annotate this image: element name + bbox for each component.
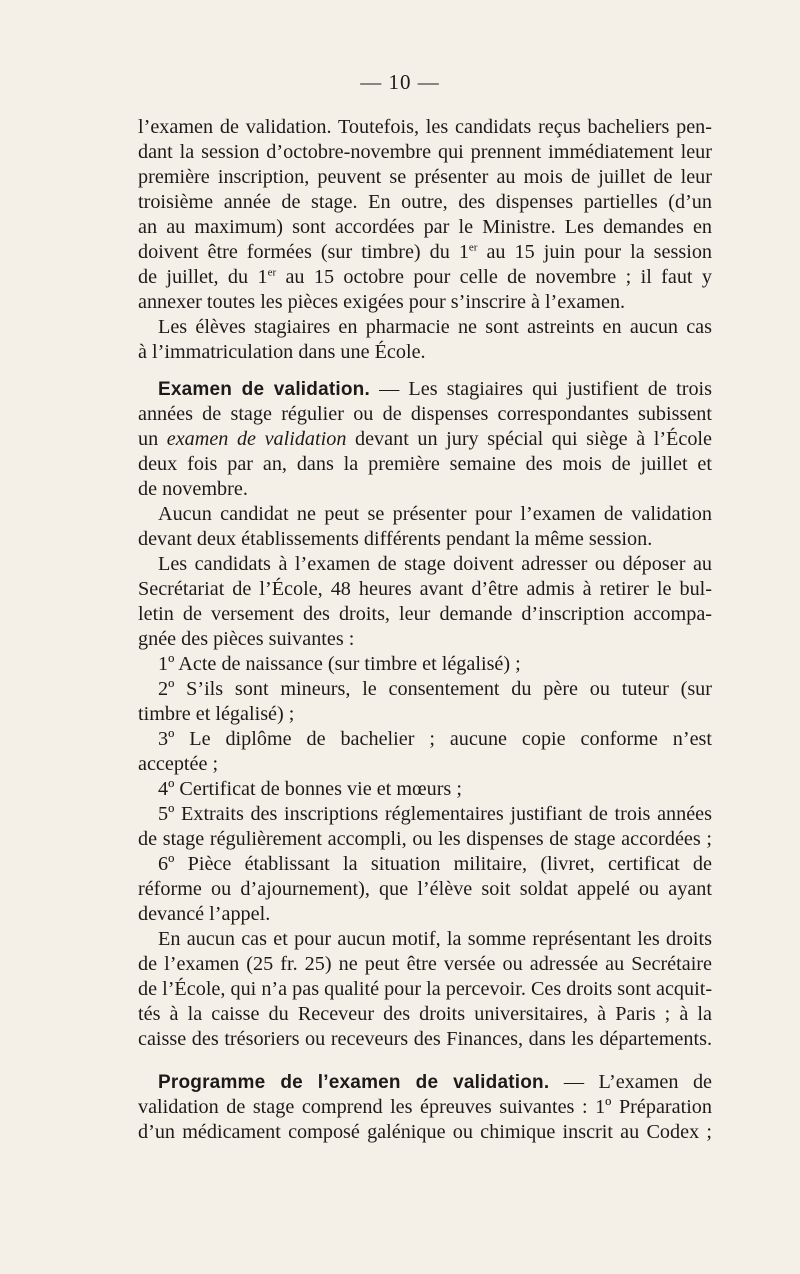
text-line: d’un médicament composé galénique ou chimique inscrit au Codex ; [138, 1121, 712, 1143]
text-line: Aucun candidat ne peut se présenter pour l’examen de validation [158, 503, 712, 525]
text-line: 6º Pièce établissant la situation militaire, (livret, certificat de [158, 853, 712, 875]
text-line: à l’immatriculation dans une École. [138, 341, 426, 363]
text-line: devant deux établissements différents pendant la même session. [138, 528, 653, 550]
text-fragment: 1 [257, 266, 268, 288]
text-fragment: doivent être formées (sur timbre) du [138, 241, 450, 263]
text-line: 3º Le diplôme de bachelier ; aucune copie conforme n’est [158, 728, 712, 750]
text-fragment: au 15 juin pour la session [486, 241, 712, 263]
text-line: caisse des trésoriers ou receveurs des Finances, dans les départements. [138, 1028, 712, 1050]
italic-text: examen de validation [166, 428, 347, 450]
text-fragment: devant un jury spécial qui siège à l’École [355, 428, 712, 450]
text-line: 2º S’ils sont mineurs, le consentement du père ou tuteur (sur [158, 678, 712, 700]
text-line: letin de versement des droits, leur demande d’inscription accompa- [138, 603, 712, 625]
section-heading: Programme de l’examen de validation. [158, 1072, 550, 1093]
text-line: annexer toutes les pièces exigées pour s’inscrire à l’examen. [138, 291, 626, 313]
text-line [138, 377, 712, 401]
superscript: er [468, 241, 478, 254]
text-line: années de stage régulier ou de dispenses correspondantes subissent [138, 403, 712, 425]
superscript: er [267, 266, 277, 279]
text-line: de l’examen (25 fr. 25) ne peut être versée ou adressée au Secrétaire [138, 953, 712, 975]
text-line: Les candidats à l’examen de stage doivent adresser ou déposer au [158, 553, 712, 575]
text-line: 1º Acte de naissance (sur timbre et légalisé) ; [158, 653, 521, 675]
text-line: En aucun cas et pour aucun motif, la somme représentant les droits [158, 928, 712, 950]
text-line: Les élèves stagiaires en pharmacie ne sont astreints en aucun cas [158, 316, 712, 338]
text-fragment: au 15 octobre pour celle de novembre ; il faut y [285, 266, 712, 288]
text-line: de l’École, qui n’a pas qualité pour la percevoir. Ces droits sont acquit- [138, 978, 712, 1000]
text-line: an au maximum) sont accordées par le Ministre. Les demandes en [138, 216, 712, 238]
text-fragment: 1 [458, 241, 469, 263]
section-heading: Examen de validation. [158, 379, 370, 400]
text-line: réforme ou d’ajournement), que l’élève soit soldat appelé ou ayant [138, 878, 712, 900]
text-line [138, 1070, 712, 1094]
text-line: 4º Certificat de bonnes vie et mœurs ; [158, 778, 462, 800]
text-line: tés à la caisse du Receveur des droits universitaires, à Paris ; à la [138, 1003, 712, 1025]
text-line: 5º Extraits des inscriptions réglementaires justifiant de trois années [158, 803, 712, 825]
text-line: timbre et légalisé) ; [138, 703, 295, 725]
text-fragment: — L’examen de [563, 1071, 712, 1093]
text-fragment: — Les stagiaires qui justifient de trois [379, 378, 712, 400]
text-fragment: un [138, 428, 159, 450]
text-line [138, 240, 712, 264]
text-line: troisième année de stage. En outre, des dispenses partielles (d’un [138, 191, 712, 213]
text-fragment: de juillet, du [138, 266, 249, 288]
text-line: gnée des pièces suivantes : [138, 628, 355, 650]
text-line: devancé l’appel. [138, 903, 271, 925]
text-line: première inscription, peuvent se présenter au mois de juillet de leur [138, 166, 712, 188]
text-line [138, 265, 712, 289]
text-line: validation de stage comprend les épreuves suivantes : 1º Préparation [138, 1096, 712, 1118]
text-line: de stage régulièrement accompli, ou les dispenses de stage accordées ; [138, 828, 712, 850]
text-line: de novembre. [138, 478, 248, 500]
page-number: — 10 — [360, 70, 440, 94]
text-line: acceptée ; [138, 753, 219, 775]
text-line: deux fois par an, dans la première semaine des mois de juillet et [138, 453, 712, 475]
text-line: l’examen de validation. Toutefois, les candidats reçus bacheliers pen- [138, 116, 712, 138]
text-line: dant la session d’octobre-novembre qui prennent immédiatement leur [138, 141, 712, 163]
text-line [138, 427, 712, 451]
text-line: Secrétariat de l’École, 48 heures avant d’être admis à retirer le bul- [138, 578, 712, 600]
